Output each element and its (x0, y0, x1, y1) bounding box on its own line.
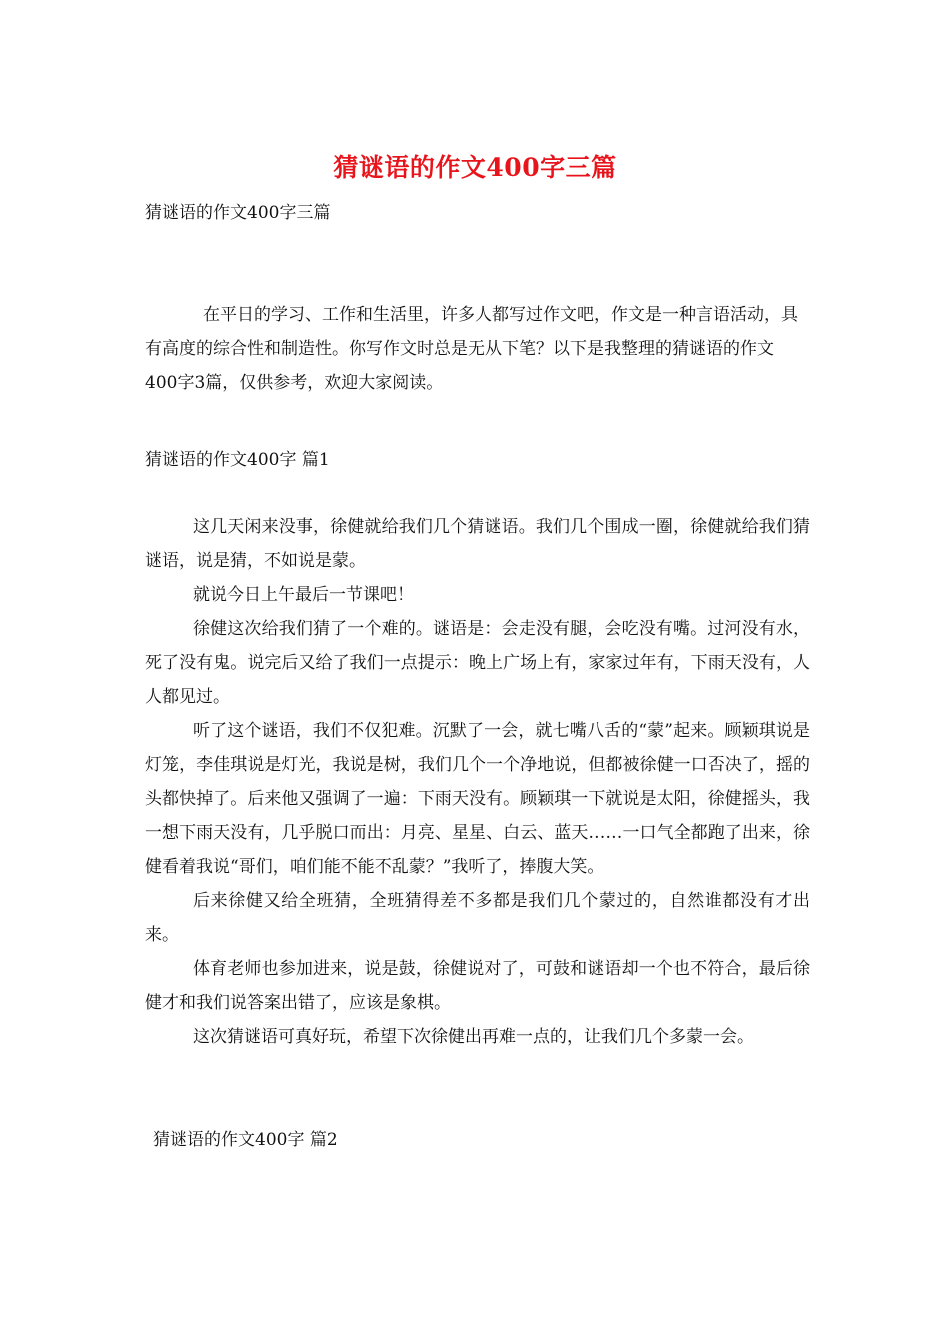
section-heading-2: 猜谜语的作文400字 篇2 (153, 1130, 338, 1150)
section-heading-1: 猜谜语的作文400字 篇1 (145, 450, 330, 470)
section-1-paragraph: 这几天闲来没事，徐健就给我们几个猜谜语。我们几个围成一圈，徐健就给我们猜谜语，说是猜，不如说是蒙。 (145, 517, 810, 571)
intro-paragraph (145, 298, 805, 400)
section-1-paragraph: 这次猜谜语可真好玩，希望下次徐健出再难一点的，让我们几个多蒙一会。 (193, 1027, 754, 1047)
section-1-paragraph: 后来徐健又给全班猜，全班猜得差不多都是我们几个蒙过的，自然谁都没有才出来。 (145, 891, 810, 945)
section-1-paragraph: 就说今日上午最后一节课吧！ (193, 585, 414, 605)
section-1-body (145, 510, 810, 1054)
section-1-paragraph: 体育老师也参加进来，说是鼓，徐健说对了，可鼓和谜语却一个也不符合，最后徐健才和我们说答案出错了，应该是象棋。 (145, 959, 810, 1013)
intro-text: 在平日的学习、工作和生活里，许多人都写过作文吧，作文是一种言语活动，具有高度的综合性和制造性。你写作文时总是无从下笔？以下是我整理的猜谜语的作文400字3篇，仅供参考，欢迎大家阅读。 (145, 305, 798, 393)
document-title: 猜谜语的作文400字三篇 (333, 153, 617, 182)
section-1-paragraph: 徐健这次给我们猜了一个难的。谜语是：会走没有腿，会吃没有嘴。过河没有水，死了没有鬼。说完后又给了我们一点提示：晚上广场上有，家家过年有，下雨天没有，人人都见过。 (145, 619, 810, 707)
document-subtitle: 猜谜语的作文400字三篇 (145, 203, 331, 223)
section-1-paragraph: 听了这个谜语，我们不仅犯难。沉默了一会，就七嘴八舌的“蒙”起来。顾颖琪说是灯笼，李佳琪说是灯光，我说是树，我们几个一个净地说，但都被徐健一口否决了，摇的头都快掉了。后来他又强调了一遍：下雨天没有。顾颖琪一下就说是太阳，徐健摇头，我一想下雨天没有，几乎脱口而出：月亮、星星、白云、蓝天……一口气全都跑了出来，徐健看着我说“哥们，咱们能不能不乱蒙？”我听了，捧腹大笑。 (145, 721, 810, 877)
